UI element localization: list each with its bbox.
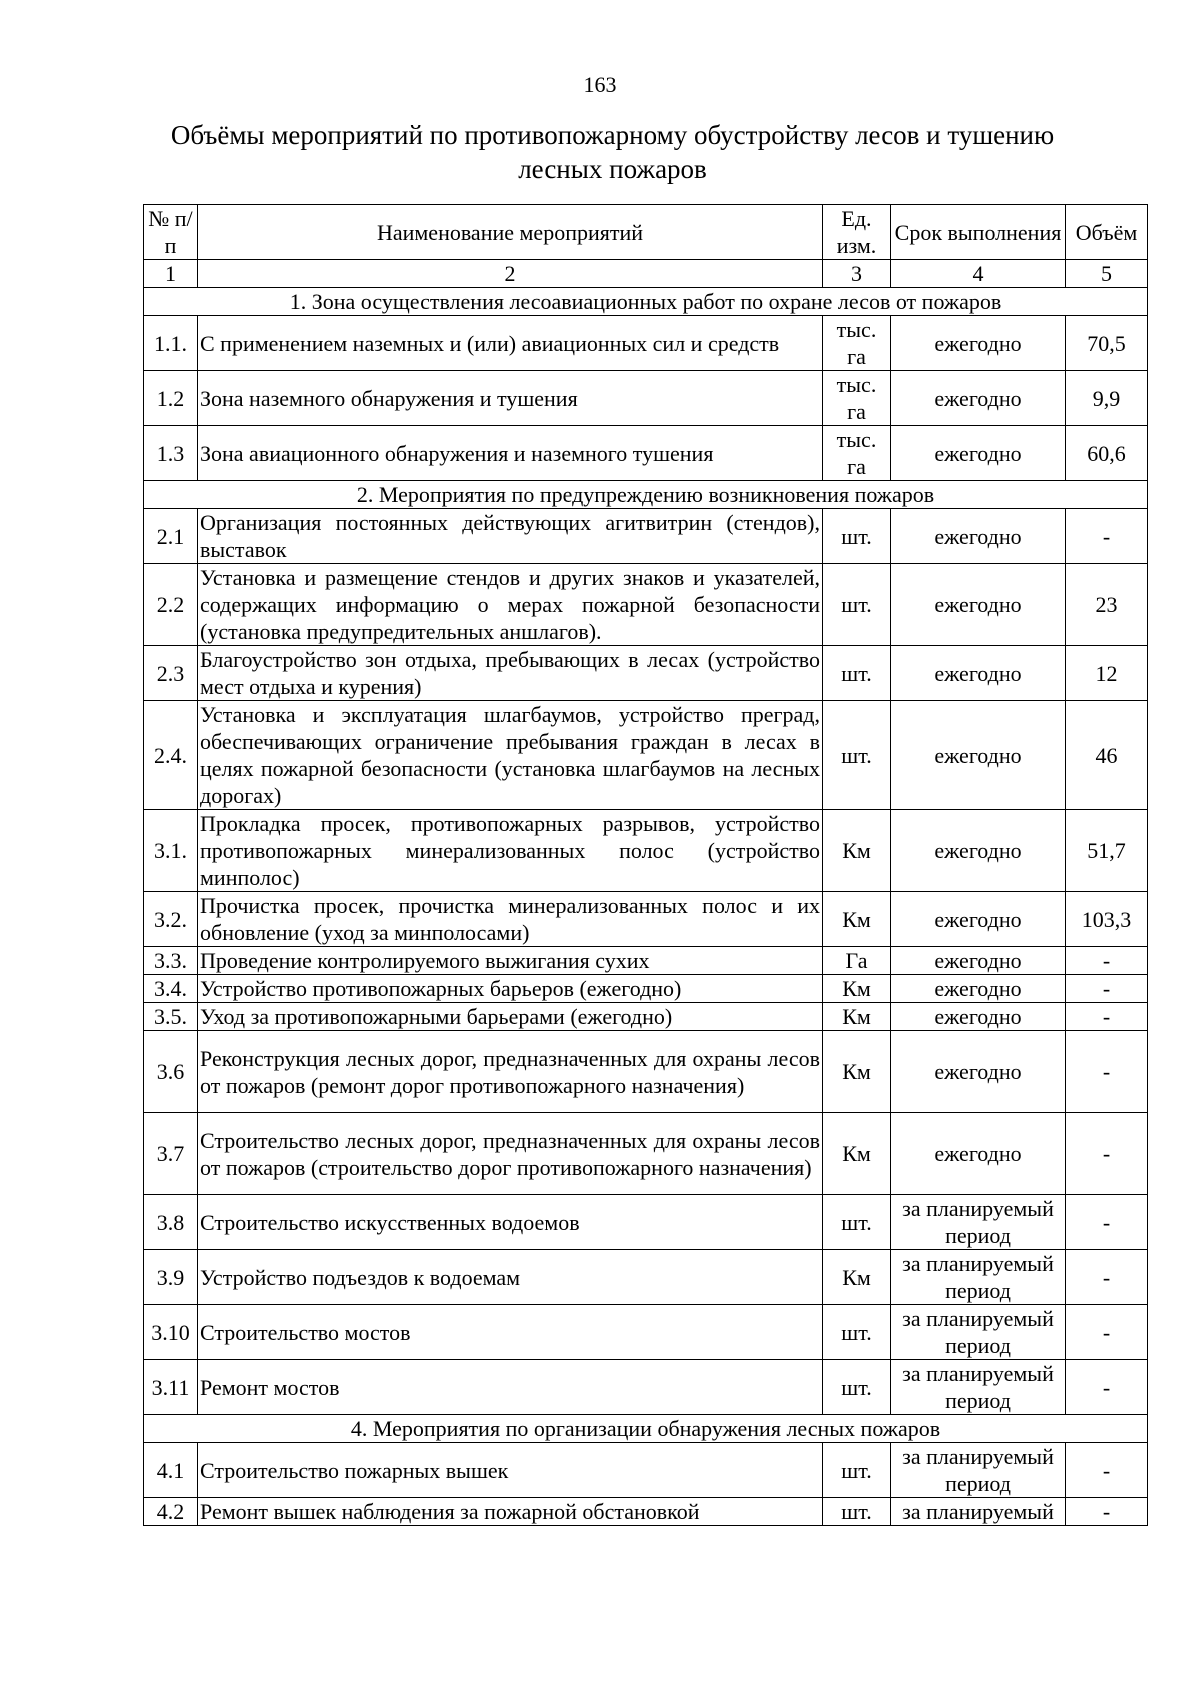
table-row: [144, 1305, 1148, 1360]
volume-value: 9,9: [1066, 371, 1148, 426]
measure-name: Строительство лесных дорог, предназначенных для охраны лесов от пожаров (строительство дорог противопожарного назначения): [198, 1113, 823, 1195]
unit-of-measure: Км: [823, 1003, 891, 1031]
volume-value: -: [1066, 1305, 1148, 1360]
unit-of-measure: Км: [823, 1250, 891, 1305]
completion-term: ежегодно: [891, 1003, 1066, 1031]
completion-term: за планируемый период: [891, 1195, 1066, 1250]
table-row: [144, 1250, 1148, 1305]
page-number: 163: [583, 72, 617, 97]
unit-of-measure: Га: [823, 947, 891, 975]
volume-value: -: [1066, 1003, 1148, 1031]
measure-name: Строительство мостов: [198, 1305, 823, 1360]
column-number: 4: [891, 260, 1066, 288]
volume-value: 103,3: [1066, 892, 1148, 947]
row-number: 3.10: [144, 1305, 198, 1360]
unit-of-measure: шт.: [823, 564, 891, 646]
section-title: 2. Мероприятия по предупреждению возникновения пожаров: [144, 481, 1148, 509]
row-number: 3.6: [144, 1031, 198, 1113]
table-row: [144, 1443, 1148, 1498]
unit-of-measure: Км: [823, 975, 891, 1003]
row-number: 3.3.: [144, 947, 198, 975]
column-number: 3: [823, 260, 891, 288]
document-title: [130, 118, 1095, 186]
section-row: [144, 288, 1148, 316]
measure-name: Ремонт вышек наблюдения за пожарной обстановкой: [198, 1498, 823, 1526]
unit-of-measure: шт.: [823, 1443, 891, 1498]
volume-value: -: [1066, 947, 1148, 975]
volume-value: 51,7: [1066, 810, 1148, 892]
completion-term: ежегодно: [891, 1031, 1066, 1113]
unit-of-measure: шт.: [823, 646, 891, 701]
table-row: [144, 1031, 1148, 1113]
completion-term: за планируемый: [891, 1498, 1066, 1526]
row-number: 2.4.: [144, 701, 198, 810]
volume-value: 23: [1066, 564, 1148, 646]
row-number: 2.1: [144, 509, 198, 564]
volume-value: -: [1066, 1113, 1148, 1195]
header-name: Наименование мероприятий: [198, 205, 823, 260]
measure-name: Установка и эксплуатация шлагбаумов, устройство преград, обеспечивающих ограничение пребывания граждан в лесах в целях пожарной безопасности (установка шлагбаумов на лесных дорогах): [198, 701, 823, 810]
completion-term: за планируемый период: [891, 1305, 1066, 1360]
table-row: [144, 426, 1148, 481]
unit-of-measure: шт.: [823, 509, 891, 564]
table-row: [144, 947, 1148, 975]
table-row: [144, 892, 1148, 947]
measure-name: Зона наземного обнаружения и тушения: [198, 371, 823, 426]
unit-of-measure: шт.: [823, 1360, 891, 1415]
table-row: [144, 316, 1148, 371]
table-body: [144, 288, 1148, 1526]
measure-name: Устройство подъездов к водоемам: [198, 1250, 823, 1305]
table-row: [144, 564, 1148, 646]
measure-name: Строительство искусственных водоемов: [198, 1195, 823, 1250]
column-number: 2: [198, 260, 823, 288]
completion-term: ежегодно: [891, 1113, 1066, 1195]
measure-name: Прокладка просек, противопожарных разрывов, устройство противопожарных минерализованных полос (устройство минполос): [198, 810, 823, 892]
table-row: [144, 810, 1148, 892]
title-line-1: Объёмы мероприятий по противопожарному обустройству лесов и тушению: [170, 120, 1055, 150]
completion-term: ежегодно: [891, 426, 1066, 481]
unit-of-measure: шт.: [823, 1305, 891, 1360]
volume-value: 12: [1066, 646, 1148, 701]
row-number: 3.9: [144, 1250, 198, 1305]
completion-term: за планируемый период: [891, 1250, 1066, 1305]
unit-of-measure: Км: [823, 810, 891, 892]
table-row: [144, 646, 1148, 701]
row-number: 3.2.: [144, 892, 198, 947]
volume-value: -: [1066, 1498, 1148, 1526]
completion-term: за планируемый период: [891, 1443, 1066, 1498]
row-number: 1.2: [144, 371, 198, 426]
table-row: [144, 1003, 1148, 1031]
volume-value: -: [1066, 509, 1148, 564]
row-number: 3.4.: [144, 975, 198, 1003]
volume-value: -: [1066, 975, 1148, 1003]
row-number: 3.5.: [144, 1003, 198, 1031]
completion-term: ежегодно: [891, 646, 1066, 701]
completion-term: ежегодно: [891, 701, 1066, 810]
unit-of-measure: Км: [823, 1113, 891, 1195]
measure-name: Прочистка просек, прочистка минерализованных полос и их обновление (уход за минполосами): [198, 892, 823, 947]
unit-of-measure: шт.: [823, 1498, 891, 1526]
section-title: 4. Мероприятия по организации обнаружения лесных пожаров: [144, 1415, 1148, 1443]
table-row: [144, 1360, 1148, 1415]
volume-value: -: [1066, 1250, 1148, 1305]
completion-term: ежегодно: [891, 892, 1066, 947]
table-row: [144, 701, 1148, 810]
unit-of-measure: тыс. га: [823, 426, 891, 481]
column-numbers-row: [144, 260, 1148, 288]
volume-value: -: [1066, 1031, 1148, 1113]
unit-of-measure: шт.: [823, 1195, 891, 1250]
table-row: [144, 371, 1148, 426]
row-number: 2.3: [144, 646, 198, 701]
header-term: Срок выполнения: [891, 205, 1066, 260]
measure-name: Благоустройство зон отдыха, пребывающих в лесах (устройство мест отдыха и курения): [198, 646, 823, 701]
volume-value: -: [1066, 1443, 1148, 1498]
completion-term: ежегодно: [891, 947, 1066, 975]
measure-name: С применением наземных и (или) авиационных сил и средств: [198, 316, 823, 371]
header-unit: Ед. изм.: [823, 205, 891, 260]
unit-of-measure: Км: [823, 892, 891, 947]
volume-value: -: [1066, 1360, 1148, 1415]
measure-name: Уход за противопожарными барьерами (ежегодно): [198, 1003, 823, 1031]
section-row: [144, 481, 1148, 509]
completion-term: ежегодно: [891, 810, 1066, 892]
completion-term: за планируемый период: [891, 1360, 1066, 1415]
header-row: [144, 205, 1148, 260]
completion-term: ежегодно: [891, 509, 1066, 564]
volume-value: -: [1066, 1195, 1148, 1250]
completion-term: ежегодно: [891, 975, 1066, 1003]
measure-name: Организация постоянных действующих агитвитрин (стендов), выставок: [198, 509, 823, 564]
row-number: 1.3: [144, 426, 198, 481]
measure-name: Установка и размещение стендов и других знаков и указателей, содержащих информацию о мерах пожарной безопасности (установка предупредительных аншлагов).: [198, 564, 823, 646]
column-number: 1: [144, 260, 198, 288]
table-row: [144, 1113, 1148, 1195]
row-number: 4.2: [144, 1498, 198, 1526]
header-num: № п/п: [144, 205, 198, 260]
row-number: 3.11: [144, 1360, 198, 1415]
measures-table: [143, 204, 1148, 1526]
row-number: 3.8: [144, 1195, 198, 1250]
completion-term: ежегодно: [891, 371, 1066, 426]
table-row: [144, 509, 1148, 564]
volume-value: 46: [1066, 701, 1148, 810]
unit-of-measure: шт.: [823, 701, 891, 810]
section-row: [144, 1415, 1148, 1443]
row-number: 3.7: [144, 1113, 198, 1195]
measure-name: Ремонт мостов: [198, 1360, 823, 1415]
unit-of-measure: тыс. га: [823, 316, 891, 371]
unit-of-measure: Км: [823, 1031, 891, 1113]
row-number: 2.2: [144, 564, 198, 646]
completion-term: ежегодно: [891, 316, 1066, 371]
measure-name: Строительство пожарных вышек: [198, 1443, 823, 1498]
row-number: 3.1.: [144, 810, 198, 892]
section-title: 1. Зона осуществления лесоавиационных работ по охране лесов от пожаров: [144, 288, 1148, 316]
table-row: [144, 975, 1148, 1003]
title-line-2: лесных пожаров: [518, 154, 707, 184]
column-number: 5: [1066, 260, 1148, 288]
row-number: 4.1: [144, 1443, 198, 1498]
measure-name: Зона авиационного обнаружения и наземного тушения: [198, 426, 823, 481]
measure-name: Проведение контролируемого выжигания сухих: [198, 947, 823, 975]
row-number: 1.1.: [144, 316, 198, 371]
measure-name: Устройство противопожарных барьеров (ежегодно): [198, 975, 823, 1003]
header-volume: Объём: [1066, 205, 1148, 260]
completion-term: ежегодно: [891, 564, 1066, 646]
unit-of-measure: тыс. га: [823, 371, 891, 426]
table-row: [144, 1195, 1148, 1250]
table-row: [144, 1498, 1148, 1526]
volume-value: 70,5: [1066, 316, 1148, 371]
volume-value: 60,6: [1066, 426, 1148, 481]
measure-name: Реконструкция лесных дорог, предназначенных для охраны лесов от пожаров (ремонт дорог противопожарного назначения): [198, 1031, 823, 1113]
